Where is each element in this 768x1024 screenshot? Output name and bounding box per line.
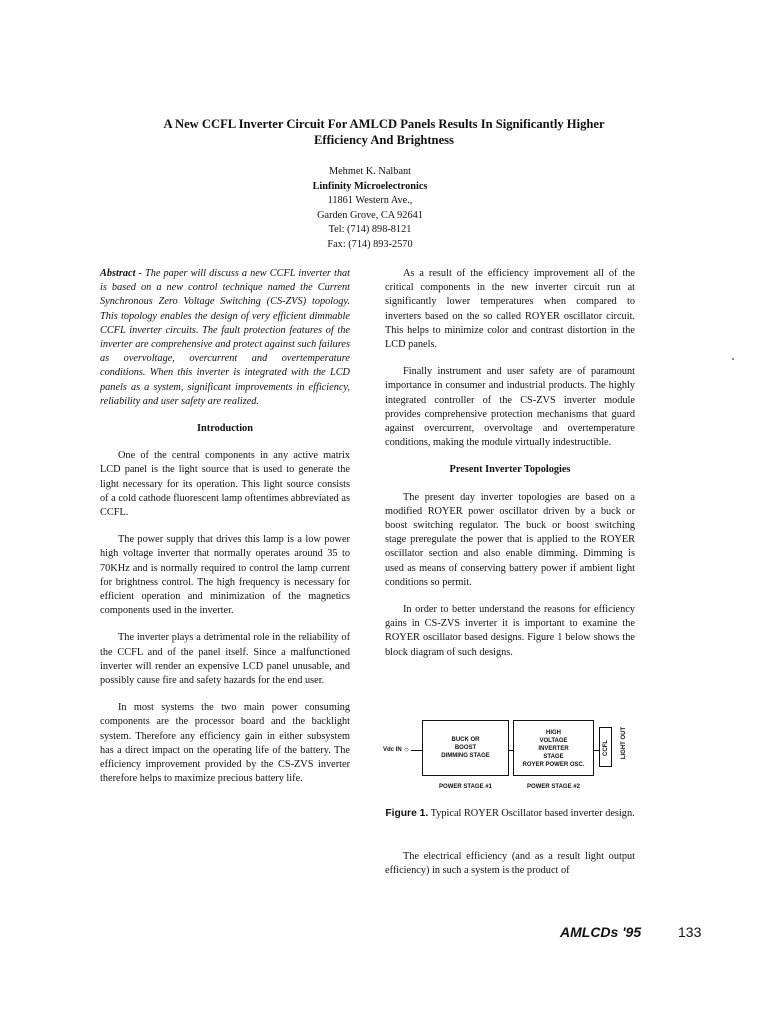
stage2-line-5: ROYER POWER OSC. xyxy=(522,762,585,768)
right-paragraph-1: As a result of the efficiency improvement all of the critical components in the new inverter circuit run at significantly lower temperatures when compared to inverters based on the so called ROYER oscillator circuit. This helps to minimize color and contrast distortion in the LCD panels. xyxy=(385,268,635,351)
right-column-continued xyxy=(385,850,635,878)
figure-1-caption-text: Typical ROYER Oscillator based inverter design. xyxy=(430,808,635,819)
stage1-line-1: BUCK OR xyxy=(451,737,480,743)
conference-name: AMLCDs '95 xyxy=(560,924,642,940)
right-column xyxy=(385,267,635,660)
stage2-line-3: INVERTER xyxy=(538,746,569,752)
stage2-line-1: HIGH xyxy=(546,730,561,736)
left-column xyxy=(100,267,350,787)
paper-title-line-1: A New CCFL Inverter Circuit For AMLCD Panels Results In Significantly Higher xyxy=(163,117,605,131)
ccfl-lamp-box xyxy=(599,727,612,767)
present-topologies-heading: Present Inverter Topologies xyxy=(449,464,571,476)
figure-1-caption-label: Figure 1. xyxy=(385,808,429,819)
light-out-label: LIGHT OUT xyxy=(621,726,627,760)
topologies-paragraph-1: The present day inverter topologies are based on a modified ROYER power oscillator driven by a buck or boost switching regulator. The buck or boost switching stage preregulate the power that is applied to the ROYER oscillator section and also enable dimming. Dimming is used as means of conserving battery power if ambient light conditions so permit. xyxy=(385,491,635,588)
right-paragraph-2: Finally instrument and user safety are of paramount importance in consumer and industrial products. The highly integrated controller of the CS-ZVS inverter module provides comprehensive protection mechanisms that guard against overcurrent, overvoltage and overtemperature conditions, making the module virtually indestructible. xyxy=(385,366,635,449)
page-number: 133 xyxy=(678,924,702,940)
author-organization: Linfinity Microelectronics xyxy=(312,180,428,192)
intro-paragraph-4: In most systems the two main power consuming components are the processor board and the backlight system. Therefore any efficiency gain in either subsystem has a direct impact on the operating life of the battery. The efficiency improvement provided by the CS-ZVS inverter therefore helps to maximize precious battery life. xyxy=(100,702,350,785)
input-connector-line xyxy=(411,750,422,751)
author-name: Mehmet K. Nalbant xyxy=(328,166,412,177)
abstract-label: Abstract - xyxy=(100,268,142,279)
input-terminal-icon: ○ xyxy=(404,745,409,754)
vdc-in-label: Vdc IN xyxy=(383,747,402,753)
intro-paragraph-1: One of the central components in any active matrix LCD panel is the light source that is used to generate the light necessary for its operation. This light source consists of a cold cathode fluorescent lamp oftentimes abbreviated as CCFL. xyxy=(100,450,350,519)
abstract xyxy=(100,267,350,409)
power-stage-1-box xyxy=(422,720,509,776)
introduction-heading: Introduction xyxy=(197,423,253,435)
power-stage-1-label: POWER STAGE #1 xyxy=(439,784,492,790)
figure-1-caption xyxy=(385,807,635,821)
author-city: Garden Grove, CA 92641 xyxy=(317,209,423,221)
stage2-line-4: STAGE xyxy=(543,754,564,760)
power-stage-2-box xyxy=(513,720,594,776)
author-fax: Fax: (714) 893-2570 xyxy=(327,238,413,250)
page-footer xyxy=(560,924,710,940)
stage1-line-3: DIMMING STAGE xyxy=(441,753,490,759)
topologies-paragraph-2: In order to better understand the reasons for efficiency gains in CS-ZVS inverter it is important to examine the ROYER oscillator based designs. Figure 1 below shows the block diagram of such designs. xyxy=(385,604,635,658)
stage1-line-2: BOOST xyxy=(454,745,477,751)
ccfl-label: CCFL xyxy=(603,740,609,756)
author-telephone: Tel: (714) 898-8121 xyxy=(328,224,412,235)
figure-1-block-diagram xyxy=(383,716,643,796)
stage2-line-2: VOLTAGE xyxy=(539,738,568,744)
paper-title xyxy=(100,116,668,148)
efficiency-paragraph: The electrical efficiency (and as a result light output efficiency) in such a system is the product of xyxy=(385,851,635,877)
paper-title-line-2: Efficiency And Brightness xyxy=(314,133,454,147)
author-block xyxy=(240,165,500,252)
author-street: 11861 Western Ave., xyxy=(327,195,413,206)
scan-speck xyxy=(732,358,734,360)
intro-paragraph-2: The power supply that drives this lamp is a low power high voltage inverter that normally operates around 35 to 70KHz and is normally required to control the lamp current for brightness control. The high frequency is necessary for efficient operation and minimization of the magnetics components used in the inverter. xyxy=(100,534,350,617)
power-stage-2-label: POWER STAGE #2 xyxy=(527,784,580,790)
abstract-text: The paper will discuss a new CCFL inverter that is based on a new control technique named the Current Synchronous Zero Voltage Switching (CS-ZVS) topology. This topology enables the design of very efficient dimmable CCFL inverter circuits. The fault protection features of the inverter are comprehensive and protect against such failures as overvoltage, overcurrent and overtemperature conditions. When this inverter is integrated with the LCD panels as a system, significant improvements in efficiency, reliability and user safety are realized. xyxy=(100,268,350,407)
intro-paragraph-3: The inverter plays a detrimental role in the reliability of the CCFL and of the panel itself. Since a malfunctioned inverter will render an expensive LCD panel unusable, and possibly cause fire and safety hazards for the end user. xyxy=(100,632,350,687)
